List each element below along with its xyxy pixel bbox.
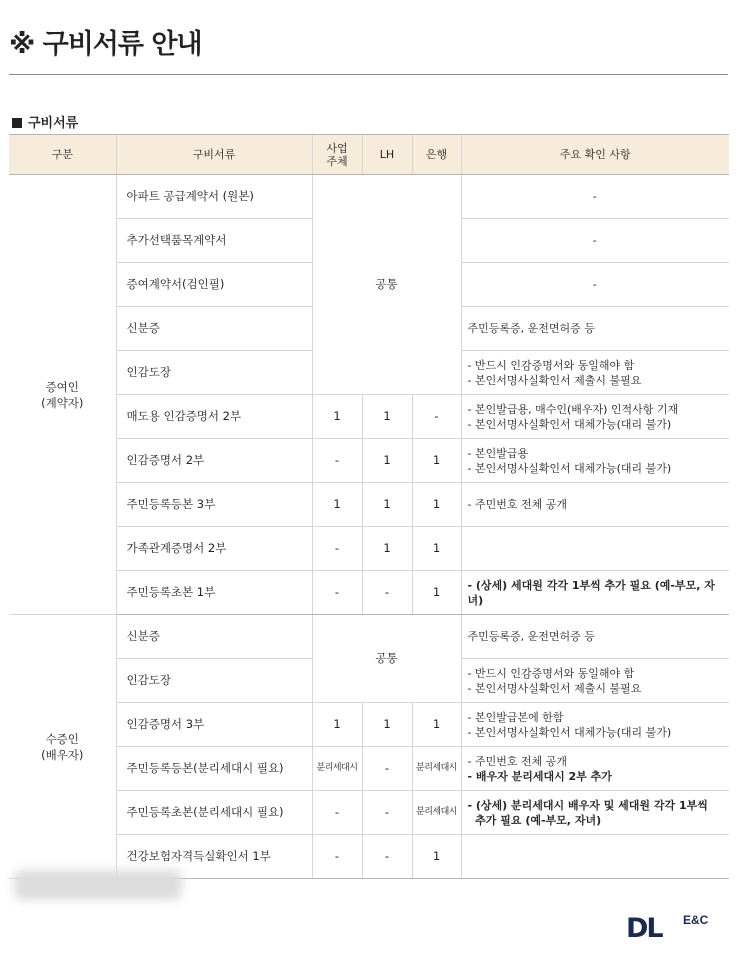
blurred-text xyxy=(14,870,182,900)
bank-cell: 1 xyxy=(412,439,461,483)
header-bank: 은행 xyxy=(412,135,461,175)
developer-cell: 1 xyxy=(312,703,362,747)
note-cell: - 본인발급용, 매수인(배우자) 인적사항 기재 - 본인서명사실확인서 대체가능(대리 불가) xyxy=(461,395,729,439)
note-cell: - (상세) 분리세대시 배우자 및 세대원 각각 1부씩 추가 필요 (예-부모, 자녀) xyxy=(461,791,729,835)
developer-cell: 1 xyxy=(312,483,362,527)
table-row xyxy=(9,439,729,483)
note-cell: 주민등록증, 운전면허증 등 xyxy=(461,307,729,351)
doc-name: 아파트 공급계약서 (원본) xyxy=(116,175,312,219)
doc-name: 주민등록초본(분리세대시 필요) xyxy=(116,791,312,835)
documents-table xyxy=(9,134,729,879)
doc-name: 증여계약서(검인필) xyxy=(116,263,312,307)
doc-name: 건강보험자격득실확인서 1부 xyxy=(116,835,312,879)
developer-cell: 분리세대시 xyxy=(312,747,362,791)
doc-name: 인감도장 xyxy=(116,659,312,703)
section-heading xyxy=(12,112,78,131)
doc-name: 가족관계증명서 2부 xyxy=(116,527,312,571)
note-cell xyxy=(461,527,729,571)
doc-name: 인감도장 xyxy=(116,351,312,395)
note-cell: - 본인발급용 - 본인서명사실확인서 대체가능(대리 불가) xyxy=(461,439,729,483)
bank-cell: 1 xyxy=(412,483,461,527)
logo-suffix: E&C xyxy=(683,913,709,927)
common-cell: 공통 xyxy=(312,615,461,703)
lh-cell: - xyxy=(362,747,412,791)
table-row xyxy=(9,483,729,527)
section-heading-label: 구비서류 xyxy=(28,116,79,131)
doc-name: 인감증명서 2부 xyxy=(116,439,312,483)
table-row xyxy=(9,175,729,219)
doc-name: 인감증명서 3부 xyxy=(116,703,312,747)
group-label-recipient: 수증인 (배우자) xyxy=(9,615,116,879)
lh-cell: - xyxy=(362,835,412,879)
doc-name: 신분증 xyxy=(116,615,312,659)
developer-cell: - xyxy=(312,835,362,879)
header-developer: 사업 주체 xyxy=(312,135,362,175)
lh-cell: 1 xyxy=(362,439,412,483)
group-label-donor: 증여인 (계약자) xyxy=(9,175,116,615)
note-cell: - xyxy=(461,219,729,263)
developer-cell: - xyxy=(312,527,362,571)
doc-name: 추가선택품목계약서 xyxy=(116,219,312,263)
note-cell: - xyxy=(461,175,729,219)
table-row xyxy=(9,747,729,791)
lh-cell: - xyxy=(362,791,412,835)
common-cell: 공통 xyxy=(312,175,461,395)
doc-name: 매도용 인감증명서 2부 xyxy=(116,395,312,439)
bank-cell: 분리세대시 xyxy=(412,791,461,835)
header-category: 구분 xyxy=(9,135,116,175)
table-row xyxy=(9,571,729,615)
lh-cell: 1 xyxy=(362,703,412,747)
table-row xyxy=(9,703,729,747)
page-title: ※ 구비서류 안내 xyxy=(9,29,202,60)
note-cell: 주민등록증, 운전면허증 등 xyxy=(461,615,729,659)
note-line: - 주민번호 전체 공개 xyxy=(467,754,567,768)
doc-name: 주민등록초본 1부 xyxy=(116,571,312,615)
note-cell xyxy=(461,747,729,791)
table-row xyxy=(9,791,729,835)
header-lh: LH xyxy=(362,135,412,175)
note-line-bold: - 배우자 분리세대시 2부 추가 xyxy=(467,769,612,783)
table-row xyxy=(9,527,729,571)
developer-cell: - xyxy=(312,791,362,835)
lh-cell: 1 xyxy=(362,483,412,527)
bank-cell: 분리세대시 xyxy=(412,747,461,791)
square-bullet-icon xyxy=(12,118,22,128)
note-cell: - 반드시 인감증명서와 동일해야 함 - 본인서명사실확인서 제출시 불필요 xyxy=(461,351,729,395)
note-cell xyxy=(461,835,729,879)
lh-cell: 1 xyxy=(362,395,412,439)
header-document: 구비서류 xyxy=(116,135,312,175)
table-row xyxy=(9,395,729,439)
table-header-row xyxy=(9,135,729,175)
note-cell: - (상세) 세대원 각각 1부씩 추가 필요 (예-부모, 자녀) xyxy=(461,571,729,615)
note-cell: - xyxy=(461,263,729,307)
header-notes: 주요 확인 사항 xyxy=(461,135,729,175)
bank-cell: 1 xyxy=(412,703,461,747)
note-cell: - 주민번호 전체 공개 xyxy=(461,483,729,527)
developer-cell: - xyxy=(312,571,362,615)
lh-cell: - xyxy=(362,571,412,615)
doc-name: 주민등록등본 3부 xyxy=(116,483,312,527)
developer-cell: - xyxy=(312,439,362,483)
note-cell: - 반드시 인감증명서와 동일해야 함 - 본인서명사실확인서 제출시 불필요 xyxy=(461,659,729,703)
bank-cell: 1 xyxy=(412,835,461,879)
logo-mark: DL xyxy=(626,913,662,944)
table-row xyxy=(9,615,729,659)
lh-cell: 1 xyxy=(362,527,412,571)
company-logo xyxy=(626,913,722,943)
bank-cell: 1 xyxy=(412,527,461,571)
developer-cell: 1 xyxy=(312,395,362,439)
title-divider xyxy=(9,74,728,75)
doc-name: 주민등록등본(분리세대시 필요) xyxy=(116,747,312,791)
bank-cell: - xyxy=(412,395,461,439)
note-cell: - 본인발급본에 한함 - 본인서명사실확인서 대체가능(대리 불가) xyxy=(461,703,729,747)
bank-cell: 1 xyxy=(412,571,461,615)
doc-name: 신분증 xyxy=(116,307,312,351)
